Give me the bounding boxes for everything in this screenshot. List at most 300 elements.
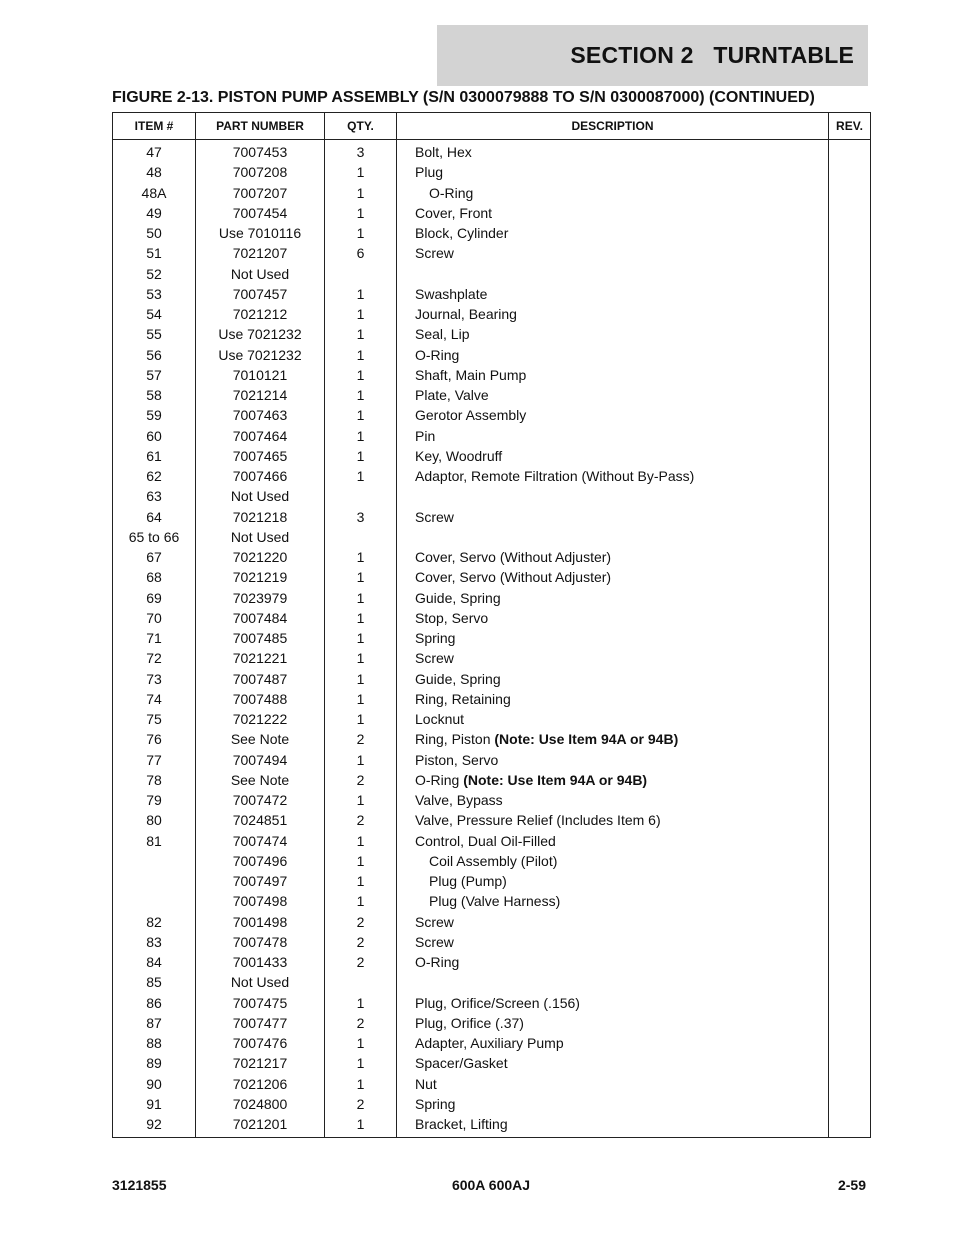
quantity-cell xyxy=(325,284,397,304)
table-row xyxy=(113,567,871,587)
quantity-cell-text: 1 xyxy=(356,468,365,485)
table-row xyxy=(113,385,871,405)
item-number-cell-text: 80 xyxy=(146,812,162,829)
table-row xyxy=(113,729,871,749)
quantity-cell xyxy=(325,405,397,425)
rev-cell xyxy=(829,1033,871,1053)
part-number-cell-text: 7021218 xyxy=(232,508,288,525)
table-row xyxy=(113,831,871,851)
part-number-cell xyxy=(196,952,325,972)
quantity-cell xyxy=(325,1013,397,1033)
quantity-cell xyxy=(325,385,397,405)
quantity-cell-text: 2 xyxy=(356,771,365,788)
item-number-cell-text: 64 xyxy=(146,508,162,525)
description-cell xyxy=(397,203,829,223)
part-number-cell-text: 7007474 xyxy=(232,832,288,849)
table-row xyxy=(113,993,871,1013)
table-row xyxy=(113,1013,871,1033)
rev-cell xyxy=(829,689,871,709)
description-cell xyxy=(397,284,829,304)
quantity-cell-text: 1 xyxy=(356,285,365,302)
description-cell-text: Cover, Front xyxy=(415,204,493,221)
part-number-cell-text: 7007478 xyxy=(232,933,288,950)
quantity-cell xyxy=(325,446,397,466)
part-number-cell xyxy=(196,1053,325,1073)
quantity-cell xyxy=(325,466,397,486)
item-number-cell xyxy=(113,790,196,810)
part-number-cell-text: 7007466 xyxy=(232,468,288,485)
quantity-cell xyxy=(325,608,397,628)
item-number-cell-text: 50 xyxy=(146,225,162,242)
rev-cell xyxy=(829,608,871,628)
rev-cell xyxy=(829,648,871,668)
table-row xyxy=(113,952,871,972)
item-number-cell xyxy=(113,993,196,1013)
table-row xyxy=(113,1033,871,1053)
quantity-cell xyxy=(325,628,397,648)
quantity-cell-text: 2 xyxy=(356,913,365,930)
table-row xyxy=(113,223,871,243)
description-cell xyxy=(397,426,829,446)
part-number-cell xyxy=(196,608,325,628)
part-number-cell xyxy=(196,365,325,385)
quantity-cell-text: 1 xyxy=(356,589,365,606)
part-number-cell-text: 7024851 xyxy=(232,812,288,829)
description-cell xyxy=(397,831,829,851)
description-cell-text: Plug (Pump) xyxy=(429,873,507,890)
quantity-cell xyxy=(325,140,397,163)
quantity-cell-text: 1 xyxy=(356,569,365,586)
item-number-cell xyxy=(113,162,196,182)
table-row xyxy=(113,1114,871,1138)
part-number-cell-text: 7007477 xyxy=(232,1014,288,1031)
part-number-cell-text: 7007494 xyxy=(232,751,288,768)
item-number-cell-text: 48A xyxy=(141,184,167,201)
table-row xyxy=(113,486,871,506)
quantity-cell xyxy=(325,912,397,932)
table-row xyxy=(113,1094,871,1114)
rev-cell xyxy=(829,223,871,243)
item-number-cell-text: 53 xyxy=(146,285,162,302)
item-number-cell xyxy=(113,203,196,223)
item-number-cell xyxy=(113,831,196,851)
part-number-cell xyxy=(196,203,325,223)
description-cell-text: Adaptor, Remote Filtration (Without By-Pass) xyxy=(415,468,695,485)
quantity-cell-text: 2 xyxy=(356,731,365,748)
description-cell xyxy=(397,385,829,405)
footer-doc-number: 3121855 xyxy=(112,1177,167,1193)
rev-cell xyxy=(829,790,871,810)
rev-cell xyxy=(829,486,871,506)
item-number-cell xyxy=(113,385,196,405)
rev-cell xyxy=(829,446,871,466)
rev-cell xyxy=(829,669,871,689)
description-cell-text: Stop, Servo xyxy=(415,609,489,626)
quantity-cell-text: 1 xyxy=(356,994,365,1011)
part-number-cell xyxy=(196,790,325,810)
item-number-cell xyxy=(113,810,196,830)
part-number-cell xyxy=(196,284,325,304)
table-row xyxy=(113,810,871,830)
rev-cell xyxy=(829,567,871,587)
item-number-cell-text: 67 xyxy=(146,549,162,566)
table-row xyxy=(113,243,871,263)
col-header-item: ITEM # xyxy=(113,113,196,140)
table-row xyxy=(113,466,871,486)
rev-cell xyxy=(829,932,871,952)
part-number-cell xyxy=(196,972,325,992)
part-number-cell-text: 7007465 xyxy=(232,447,288,464)
description-cell-text: Cover, Servo (Without Adjuster) xyxy=(415,549,612,566)
part-number-cell-text: 7007208 xyxy=(232,164,288,181)
description-cell xyxy=(397,446,829,466)
quantity-cell-text: 1 xyxy=(356,711,365,728)
description-cell-text: O-Ring xyxy=(415,771,464,788)
part-number-cell xyxy=(196,669,325,689)
item-number-cell xyxy=(113,365,196,385)
item-number-cell xyxy=(113,1053,196,1073)
item-number-cell xyxy=(113,608,196,628)
item-number-cell xyxy=(113,648,196,668)
quantity-cell xyxy=(325,527,397,547)
rev-cell xyxy=(829,993,871,1013)
description-cell-text: Guide, Spring xyxy=(415,670,501,687)
part-number-cell-text: 7007476 xyxy=(232,1035,288,1052)
part-number-cell-text: 7021222 xyxy=(232,711,288,728)
description-cell xyxy=(397,729,829,749)
item-number-cell xyxy=(113,324,196,344)
quantity-cell xyxy=(325,1074,397,1094)
item-number-cell-text: 86 xyxy=(146,994,162,1011)
description-cell-text: Spacer/Gasket xyxy=(415,1055,508,1072)
quantity-cell-text: 1 xyxy=(356,184,365,201)
rev-cell xyxy=(829,628,871,648)
col-header-qty: QTY. xyxy=(325,113,397,140)
quantity-cell xyxy=(325,770,397,790)
part-number-cell-text: 7024800 xyxy=(232,1095,288,1112)
part-number-cell xyxy=(196,1013,325,1033)
description-cell-text: Locknut xyxy=(415,711,465,728)
part-number-cell-text: 7007207 xyxy=(232,184,288,201)
quantity-cell xyxy=(325,871,397,891)
part-number-cell-text: 7021201 xyxy=(232,1116,288,1133)
quantity-cell-text: 1 xyxy=(356,1055,365,1072)
quantity-cell xyxy=(325,203,397,223)
rev-cell xyxy=(829,952,871,972)
part-number-cell xyxy=(196,507,325,527)
part-number-cell-text: 7007472 xyxy=(232,792,288,809)
description-cell xyxy=(397,527,829,547)
description-cell xyxy=(397,851,829,871)
item-number-cell-text: 77 xyxy=(146,751,162,768)
quantity-cell-text: 2 xyxy=(356,812,365,829)
item-number-cell-text: 73 xyxy=(146,670,162,687)
col-header-rev: REV. xyxy=(829,113,871,140)
rev-cell xyxy=(829,264,871,284)
table-row xyxy=(113,770,871,790)
rev-cell xyxy=(829,365,871,385)
item-number-cell-text: 47 xyxy=(146,144,162,161)
item-number-cell xyxy=(113,588,196,608)
description-cell xyxy=(397,871,829,891)
item-number-cell xyxy=(113,507,196,527)
table-row xyxy=(113,264,871,284)
table-row xyxy=(113,689,871,709)
quantity-cell xyxy=(325,1033,397,1053)
description-cell xyxy=(397,264,829,284)
quantity-cell-text: 3 xyxy=(356,144,365,161)
quantity-cell xyxy=(325,1114,397,1138)
rev-cell xyxy=(829,810,871,830)
table-row xyxy=(113,871,871,891)
quantity-cell-text: 1 xyxy=(356,852,365,869)
table-row xyxy=(113,709,871,729)
item-number-cell xyxy=(113,709,196,729)
quantity-cell xyxy=(325,1053,397,1073)
description-cell-text: Valve, Bypass xyxy=(415,792,503,809)
quantity-cell xyxy=(325,588,397,608)
part-number-cell xyxy=(196,1074,325,1094)
part-number-cell-text: 7021212 xyxy=(232,306,288,323)
description-cell xyxy=(397,1094,829,1114)
table-row xyxy=(113,628,871,648)
rev-cell xyxy=(829,1074,871,1094)
item-number-cell xyxy=(113,567,196,587)
item-number-cell-text: 70 xyxy=(146,609,162,626)
part-number-cell-text: 7010121 xyxy=(232,366,288,383)
description-cell xyxy=(397,405,829,425)
part-number-cell xyxy=(196,426,325,446)
description-cell-text: Plug, Orifice (.37) xyxy=(415,1014,524,1031)
description-cell xyxy=(397,243,829,263)
item-number-cell xyxy=(113,1094,196,1114)
quantity-cell-text: 1 xyxy=(356,427,365,444)
rev-cell xyxy=(829,284,871,304)
table-row xyxy=(113,891,871,911)
description-cell-text: Spring xyxy=(415,1095,456,1112)
item-number-cell xyxy=(113,140,196,163)
quantity-cell-text: 1 xyxy=(356,690,365,707)
quantity-cell-text: 1 xyxy=(356,792,365,809)
item-number-cell xyxy=(113,669,196,689)
quantity-cell-text: 2 xyxy=(356,933,365,950)
description-cell xyxy=(397,628,829,648)
table-row xyxy=(113,405,871,425)
description-cell-text: Cover, Servo (Without Adjuster) xyxy=(415,569,612,586)
quantity-cell-text: 1 xyxy=(356,609,365,626)
quantity-cell xyxy=(325,790,397,810)
rev-cell xyxy=(829,851,871,871)
rev-cell xyxy=(829,972,871,992)
parts-table xyxy=(112,112,871,1138)
item-number-cell xyxy=(113,446,196,466)
part-number-cell xyxy=(196,385,325,405)
part-number-cell xyxy=(196,446,325,466)
item-number-cell-text: 48 xyxy=(146,164,162,181)
quantity-cell xyxy=(325,831,397,851)
description-cell-text: Seal, Lip xyxy=(415,326,470,343)
part-number-cell-text: 7007484 xyxy=(232,609,288,626)
description-cell xyxy=(397,547,829,567)
part-number-cell xyxy=(196,1033,325,1053)
quantity-cell-text: 1 xyxy=(356,346,365,363)
quantity-cell-text: 1 xyxy=(356,366,365,383)
rev-cell xyxy=(829,405,871,425)
item-number-cell xyxy=(113,527,196,547)
part-number-cell xyxy=(196,871,325,891)
rev-cell xyxy=(829,203,871,223)
part-number-cell-text: Use 7021232 xyxy=(218,326,302,343)
quantity-cell xyxy=(325,972,397,992)
rev-cell xyxy=(829,709,871,729)
part-number-cell-text: 7007488 xyxy=(232,690,288,707)
footer-page-number: 2-59 xyxy=(837,1177,866,1193)
figure-title: FIGURE 2-13. PISTON PUMP ASSEMBLY (S/N 0300079888 TO S/N 0300087000) (CONTINUED) xyxy=(112,89,815,106)
description-cell xyxy=(397,709,829,729)
quantity-cell xyxy=(325,304,397,324)
part-number-cell xyxy=(196,345,325,365)
description-cell-text: Control, Dual Oil-Filled xyxy=(415,832,556,849)
part-number-cell xyxy=(196,1094,325,1114)
part-number-cell xyxy=(196,486,325,506)
table-row xyxy=(113,203,871,223)
part-number-cell xyxy=(196,304,325,324)
quantity-cell-text: 1 xyxy=(356,306,365,323)
quantity-cell xyxy=(325,507,397,527)
table-row xyxy=(113,608,871,628)
item-number-cell-text: 91 xyxy=(146,1095,162,1112)
item-number-cell xyxy=(113,972,196,992)
description-cell xyxy=(397,223,829,243)
description-cell-text: Key, Woodruff xyxy=(415,447,503,464)
part-number-cell xyxy=(196,993,325,1013)
quantity-cell-text: 1 xyxy=(356,751,365,768)
item-number-cell-text: 88 xyxy=(146,1035,162,1052)
part-number-cell-text: 7021220 xyxy=(232,549,288,566)
footer-model: 600A 600AJ xyxy=(451,1177,531,1193)
description-cell xyxy=(397,648,829,668)
table-row xyxy=(113,324,871,344)
quantity-cell-text: 1 xyxy=(356,832,365,849)
part-number-cell xyxy=(196,628,325,648)
table-row xyxy=(113,669,871,689)
part-number-cell xyxy=(196,831,325,851)
quantity-cell xyxy=(325,223,397,243)
rev-cell xyxy=(829,912,871,932)
item-number-cell xyxy=(113,932,196,952)
item-number-cell xyxy=(113,264,196,284)
description-cell-text: Plug, Orifice/Screen (.156) xyxy=(415,994,580,1011)
item-number-cell-text: 74 xyxy=(146,690,162,707)
col-header-description: DESCRIPTION xyxy=(397,113,829,140)
quantity-cell xyxy=(325,709,397,729)
part-number-cell xyxy=(196,810,325,830)
description-cell-text: Piston, Servo xyxy=(415,751,499,768)
description-cell xyxy=(397,466,829,486)
table-row xyxy=(113,507,871,527)
quantity-cell-text: 1 xyxy=(356,670,365,687)
part-number-cell-text: 7021219 xyxy=(232,569,288,586)
table-row xyxy=(113,932,871,952)
rev-cell xyxy=(829,324,871,344)
quantity-cell-text: 1 xyxy=(356,204,365,221)
rev-cell xyxy=(829,1114,871,1138)
quantity-cell-text: 1 xyxy=(356,873,365,890)
part-number-cell xyxy=(196,729,325,749)
table-row xyxy=(113,1053,871,1073)
description-cell-text: Bolt, Hex xyxy=(415,144,472,161)
part-number-cell-text: 7007485 xyxy=(232,630,288,647)
part-number-cell-text: 7001498 xyxy=(232,913,288,930)
description-cell-text: Block, Cylinder xyxy=(415,225,509,242)
part-number-cell-text: 7001433 xyxy=(232,954,288,971)
description-cell-text: Bracket, Lifting xyxy=(415,1116,508,1133)
item-number-cell-text: 69 xyxy=(146,589,162,606)
quantity-cell-text: 1 xyxy=(356,893,365,910)
item-number-cell xyxy=(113,1114,196,1138)
part-number-cell-text: See Note xyxy=(230,731,290,748)
part-number-cell xyxy=(196,689,325,709)
quantity-cell xyxy=(325,689,397,709)
part-number-cell xyxy=(196,932,325,952)
item-number-cell xyxy=(113,729,196,749)
description-cell-text: Screw xyxy=(415,913,454,930)
table-row xyxy=(113,648,871,668)
table-row xyxy=(113,851,871,871)
description-cell-text: O-Ring xyxy=(415,954,460,971)
rev-cell xyxy=(829,426,871,446)
part-number-cell xyxy=(196,750,325,770)
item-number-cell-text: 60 xyxy=(146,427,162,444)
quantity-cell-text: 1 xyxy=(356,447,365,464)
part-number-cell-text: 7007497 xyxy=(232,873,288,890)
table-row xyxy=(113,1074,871,1094)
part-number-cell-text: Not Used xyxy=(230,974,290,991)
table-row xyxy=(113,140,871,163)
part-number-cell-text: 7007475 xyxy=(232,994,288,1011)
item-number-cell-text: 82 xyxy=(146,913,162,930)
item-number-cell-text: 87 xyxy=(146,1014,162,1031)
description-cell xyxy=(397,304,829,324)
table-row xyxy=(113,304,871,324)
description-cell-text: Screw xyxy=(415,508,454,525)
quantity-cell-text: 2 xyxy=(356,1095,365,1112)
description-cell-text: Gerotor Assembly xyxy=(415,407,527,424)
quantity-cell xyxy=(325,264,397,284)
item-number-cell-text: 61 xyxy=(146,447,162,464)
item-number-cell xyxy=(113,851,196,871)
part-number-cell xyxy=(196,527,325,547)
part-number-cell-text: Not Used xyxy=(230,528,290,545)
description-cell-text: Ring, Retaining xyxy=(415,690,511,707)
table-row xyxy=(113,547,871,567)
item-number-cell xyxy=(113,345,196,365)
item-number-cell-text: 68 xyxy=(146,569,162,586)
table-row xyxy=(113,284,871,304)
item-number-cell-text: 63 xyxy=(146,488,162,505)
description-cell xyxy=(397,162,829,182)
item-number-cell xyxy=(113,1033,196,1053)
quantity-cell-text: 6 xyxy=(356,245,365,262)
rev-cell xyxy=(829,304,871,324)
rev-cell xyxy=(829,547,871,567)
description-cell xyxy=(397,669,829,689)
part-number-cell xyxy=(196,140,325,163)
quantity-cell xyxy=(325,567,397,587)
description-note: (Note: Use Item 94A or 94B) xyxy=(494,731,679,748)
rev-cell xyxy=(829,891,871,911)
quantity-cell-text: 1 xyxy=(356,407,365,424)
